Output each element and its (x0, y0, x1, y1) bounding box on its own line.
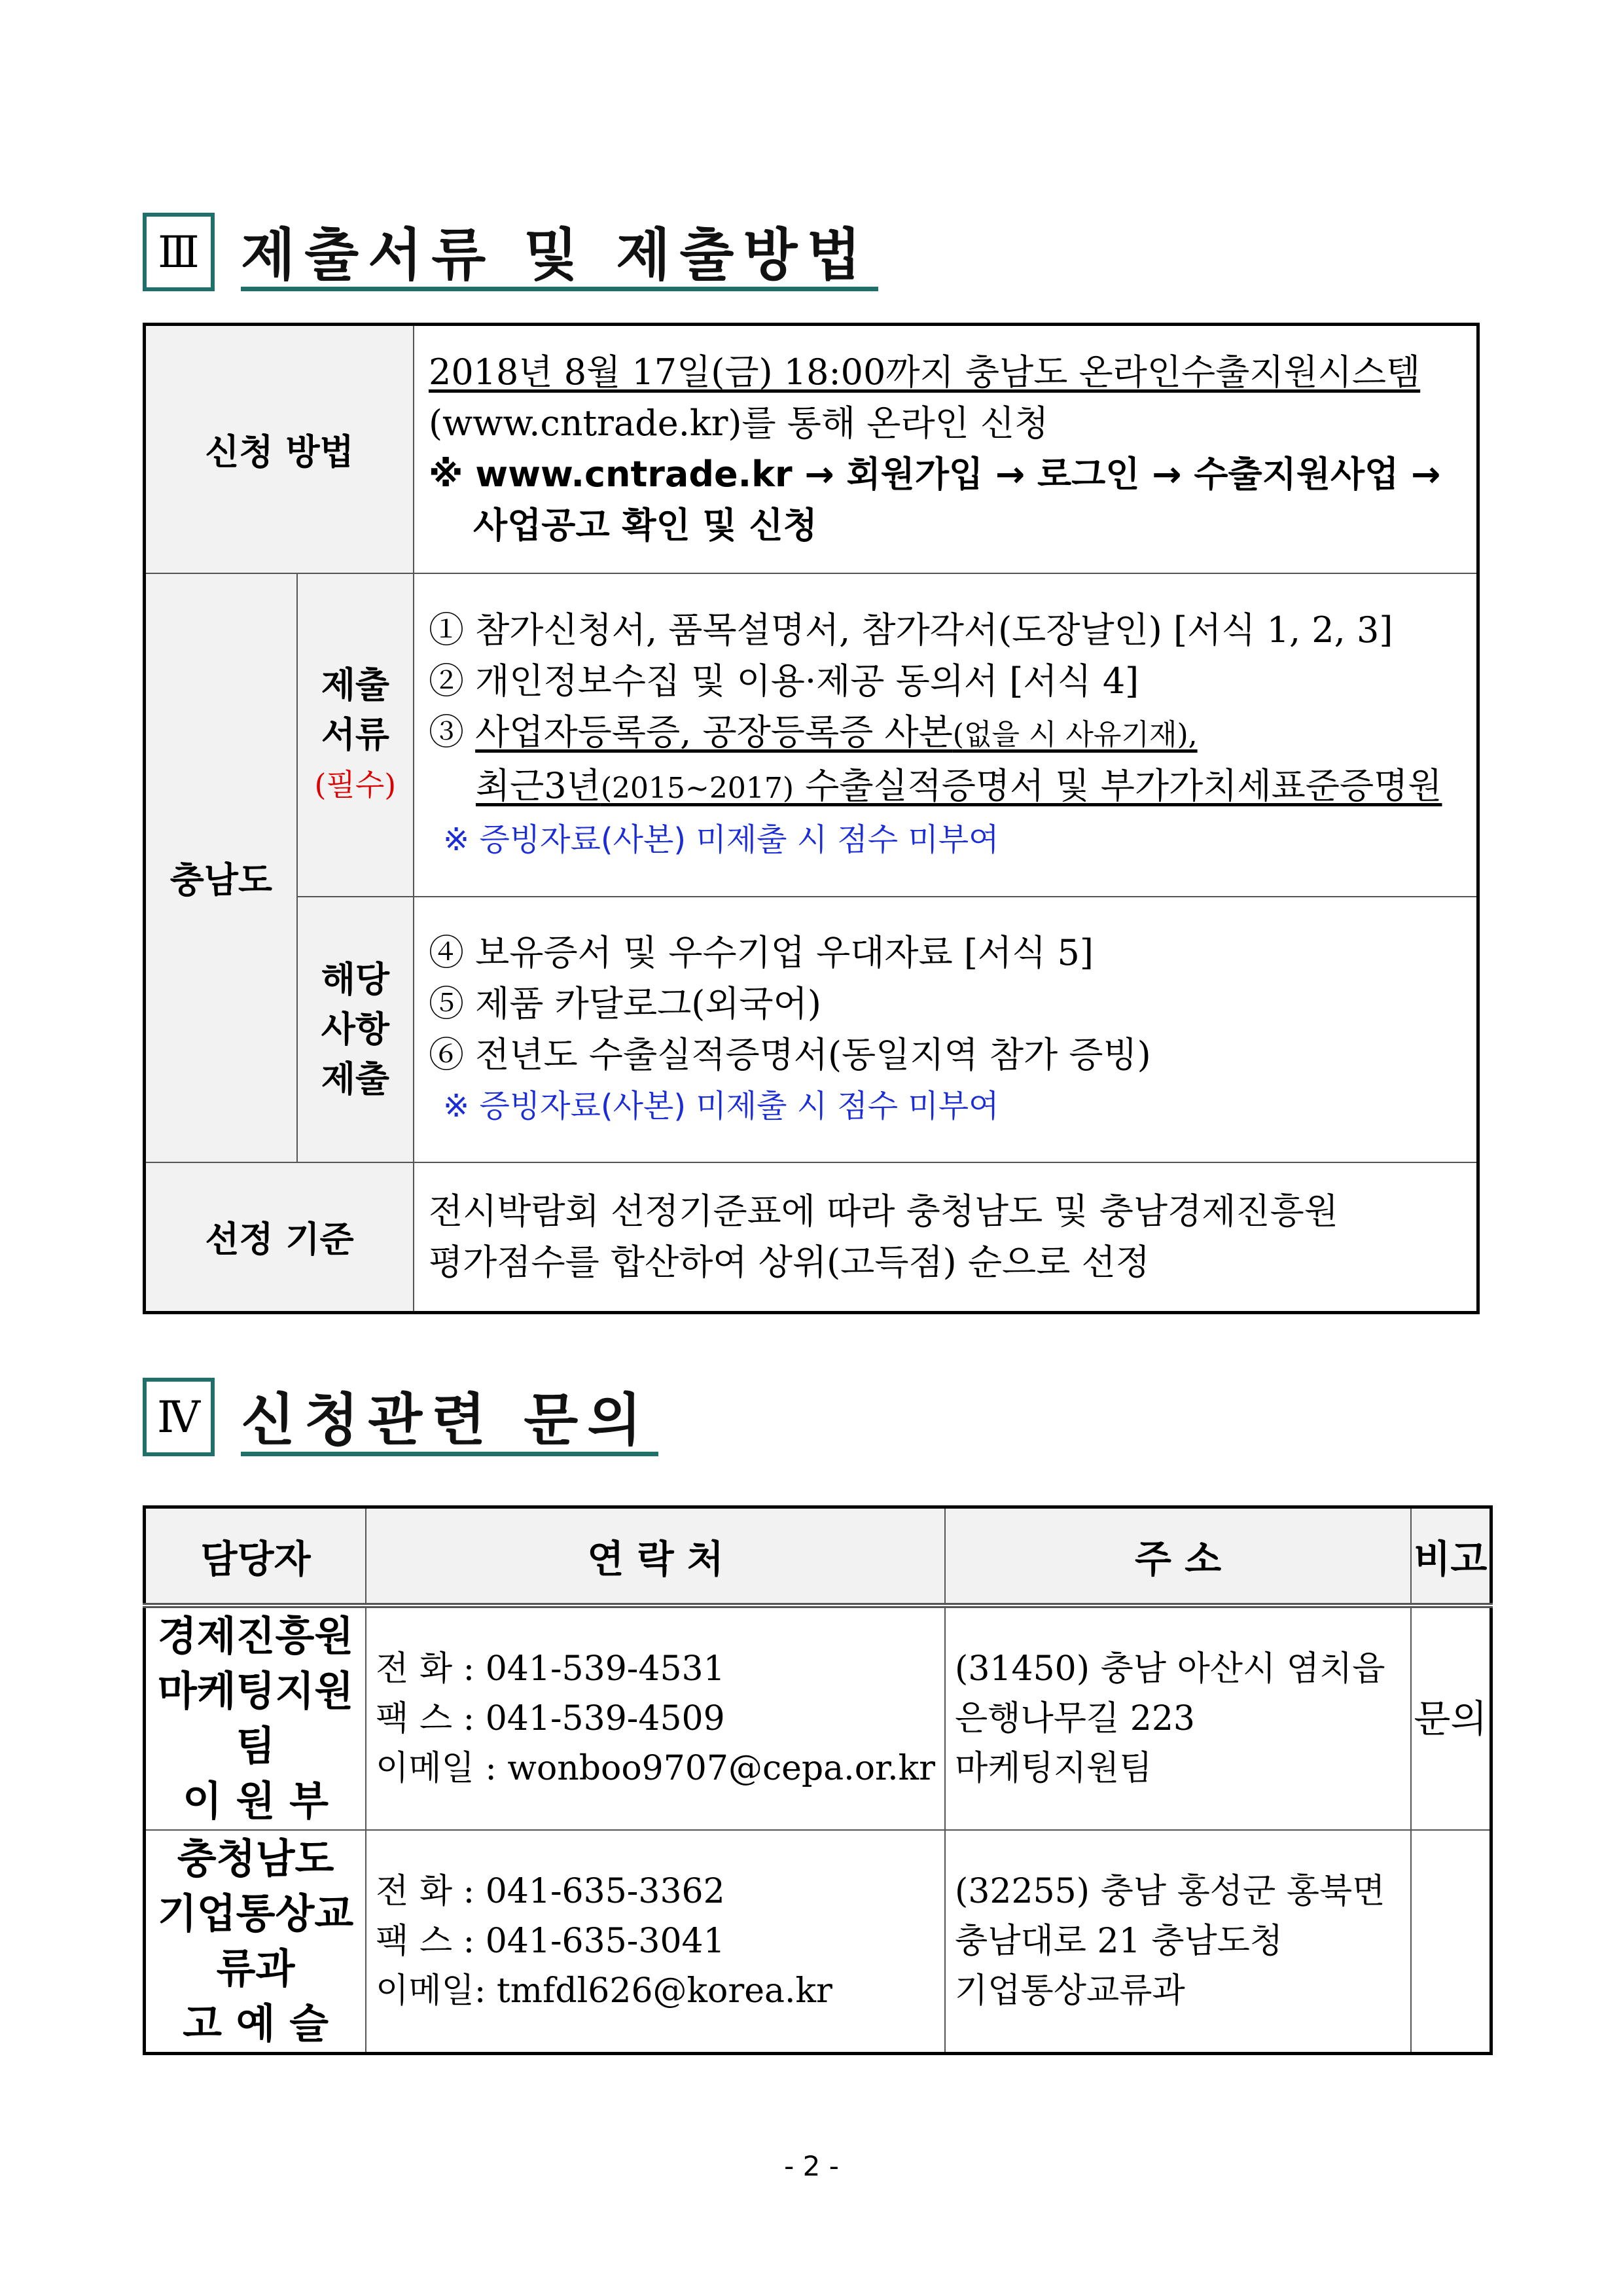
address-line1: (32255) 충남 홍성군 홍북면 (955, 1871, 1385, 1911)
required-docs-content (414, 573, 1478, 897)
team-name: 마케팅지원팀 (157, 1666, 354, 1770)
header-note: 비고 (1411, 1507, 1491, 1605)
deadline-text: 2018년 8월 17일(금) 18:00까지 충남도 온라인수출지원시스템 (428, 351, 1421, 393)
optional-label-3: 제출 (321, 1058, 390, 1100)
org-name: 경제진흥원 (157, 1611, 354, 1660)
contacts-table (143, 1505, 1493, 2055)
optional-note: ※ 증빙자료(사본) 미제출 시 점수 미부여 (442, 1087, 999, 1124)
criteria-line1: 전시박람회 선정기준표에 따라 충청남도 및 충남경제진흥원 (428, 1190, 1338, 1232)
address-line3: 마케팅지원팀 (955, 1748, 1152, 1788)
optional-label-2: 사항 (321, 1008, 390, 1050)
doc-item-5: ⑤ 제품 카달로그(외국어) (428, 982, 821, 1024)
method-steps-cont: 사업공고 확인 및 신청 (473, 505, 817, 547)
contact-person (145, 1605, 366, 1830)
address-line2: 충남대로 21 충남도청 (955, 1921, 1283, 1961)
optional-docs-content (414, 897, 1478, 1162)
doc-item-4: ④ 보유증서 및 우수기업 우대자료 [서식 5] (428, 931, 1094, 973)
address-line1: (31450) 충남 아산시 염치읍 (955, 1649, 1385, 1689)
phone: 전 화 : 041-635-3362 (376, 1871, 725, 1911)
header-person: 담당자 (145, 1507, 366, 1605)
row-note (1411, 1830, 1491, 2054)
optional-docs-label (297, 897, 414, 1162)
submission-table (143, 323, 1480, 1314)
section-3-heading (143, 213, 993, 298)
phone: 전 화 : 041-539-4531 (376, 1649, 725, 1689)
doc-item-3-main: 사업자등록증, 공장등록증 사본 (475, 711, 953, 753)
contact-person (145, 1830, 366, 2054)
method-line2: (www.cntrade.kr)를 통해 온라인 신청 (428, 403, 1049, 444)
email[interactable]: 이메일 : wonboo9707@cepa.or.kr (376, 1748, 936, 1788)
criteria-label: 선정 기준 (145, 1162, 414, 1313)
doc-item-3b-years: (2015~2017) (600, 771, 794, 805)
section-4-title: 신청관련 문의 (241, 1378, 658, 1456)
criteria-content (414, 1162, 1478, 1313)
header-address: 주 소 (945, 1507, 1411, 1605)
contact-info (366, 1830, 945, 2054)
section-4-number: Ⅳ (143, 1378, 215, 1456)
fax: 팩 스 : 041-539-4509 (376, 1698, 725, 1738)
address (945, 1605, 1411, 1830)
doc-item-3 (429, 707, 1462, 761)
person-name: 고 예 슬 (183, 1999, 329, 2047)
contact-info (366, 1605, 945, 1830)
section-3-number: Ⅲ (143, 213, 215, 291)
person-name: 이 원 부 (183, 1776, 329, 1825)
required-label-1: 제출 (321, 664, 390, 706)
email[interactable]: 이메일: tmfdl626@korea.kr (376, 1971, 832, 2011)
team-name: 기업통상교류과 (157, 1889, 354, 1992)
row-note: 문의 (1411, 1605, 1491, 1830)
required-label-3: (필수) (314, 766, 397, 802)
chungnam-label: 충남도 (145, 573, 297, 1162)
required-docs-label (297, 573, 414, 897)
page-number: - 2 - (784, 2150, 839, 2182)
doc-item-3b-rest: 수출실적증명서 및 부가가치세표준증명원 (793, 764, 1442, 806)
address (945, 1830, 1411, 2054)
doc-item-3-num: ③ (428, 711, 476, 753)
optional-label-1: 해당 (321, 958, 390, 1000)
address-line3: 기업통상교류과 (955, 1971, 1185, 2011)
doc-item-3-small: (없을 시 사유기재), (952, 717, 1198, 751)
doc-item-3b (429, 761, 1462, 814)
method-steps: ※ www.cntrade.kr → 회원가입 → 로그인 → 수출지원사업 → (428, 454, 1441, 495)
address-line2: 은행나무길 223 (955, 1698, 1195, 1738)
doc-item-6: ⑥ 전년도 수출실적증명서(동일지역 참가 증빙) (428, 1033, 1151, 1075)
header-contact: 연 락 처 (366, 1507, 945, 1605)
table-row (145, 1830, 1491, 2054)
doc-item-2: ② 개인정보수집 및 이용·제공 동의서 [서식 4] (428, 660, 1139, 702)
required-label-2: 서류 (321, 713, 390, 755)
required-note: ※ 증빙자료(사본) 미제출 시 점수 미부여 (442, 821, 999, 858)
fax: 팩 스 : 041-635-3041 (376, 1921, 725, 1961)
method-label: 신청 방법 (145, 325, 414, 573)
criteria-line2: 평가점수를 합산하여 상위(고득점) 순으로 선정 (428, 1241, 1150, 1283)
doc-item-1: ① 참가신청서, 품목설명서, 참가각서(도장날인) [서식 1, 2, 3] (428, 609, 1393, 651)
table-row (145, 1605, 1491, 1830)
section-4-heading (143, 1378, 732, 1463)
method-content (414, 325, 1478, 573)
doc-item-3b-main: 최근3년 (475, 764, 601, 806)
section-3-title: 제출서류 및 제출방법 (241, 213, 878, 291)
org-name: 충청남도 (177, 1834, 334, 1882)
